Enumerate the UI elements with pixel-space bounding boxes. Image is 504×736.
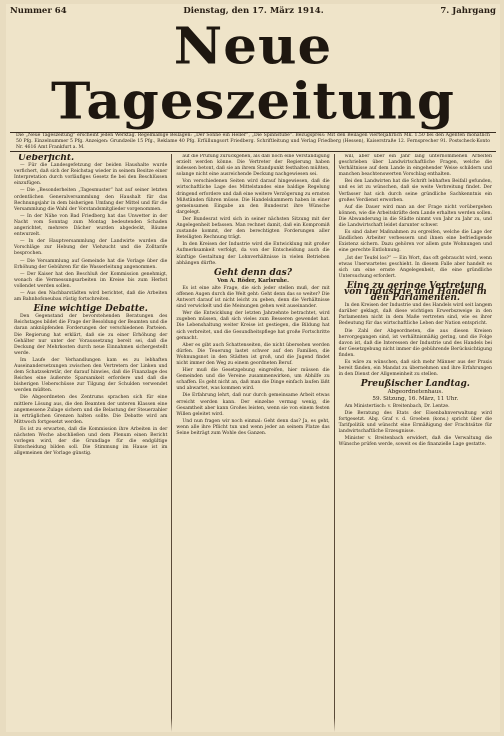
newspaper-page xyxy=(6,4,500,732)
article-columns xyxy=(10,154,496,732)
article-paragraph: Von verschiedenen Seiten wird darauf hingewiesen, daß die wirtschaftliche Lage des Mittelstandes eine baldige Regelung dringend erfordere und daß eine weitere Verzögerung zu ernsten Mißständen führen müsse. Die Handelskammern haben in einer gemeinsamen Eingabe an den Bundesrat ihre Wünsche dargelegt. xyxy=(176,179,330,215)
issue-date: Dienstag, den 17. März 1914. xyxy=(183,6,324,16)
article-heading: Ueberficht. xyxy=(18,154,75,163)
article-paragraph: Die Zahl der Abgeordneten, die aus diesen Kreisen hervorgegangen sind, ist verhältnismäßig gering, und die Folge davon ist, daß die Interessen der Industrie und des Handels bei der Gesetzgebung nicht immer die gebührende Berücksichtigung finden. xyxy=(338,328,492,358)
article-paragraph: Bei den Landwirten hat die Schrift lebhaften Beifall gefunden, und es ist zu wünschen, daß sie weite Verbreitung findet. Der Verfasser hat sich durch seine gründliche Sachkenntnis ein großes Verdienst erworben. xyxy=(338,179,492,203)
issue-number: Nummer 64 xyxy=(10,6,67,16)
article-paragraph: „Ist der Teufel los?“ — Ein Wort, das oft gebraucht wird, wenn etwas Unerwartetes geschieht. In diesem Falle aber handelt es sich um eine ernste Angelegenheit, die eine gründliche Untersuchung erfordert. xyxy=(338,255,492,279)
article-paragraph: Die Erfahrung lehrt, daß nur durch gemeinsame Arbeit etwas erreicht werden kann. Der einzelne vermag wenig, die Gesamtheit aber kann Großes leisten, wenn sie von einem festen Willen geleitet wird. xyxy=(176,393,330,417)
article-subheading: 59. Sitzung, 16. März, 11 Uhr. xyxy=(372,396,459,403)
article-paragraph: — Für die Landesgefetzung der beiden Haushalte wurde verfichert, daß sich der Reichstag wieder in seinem Besitze einer Interpretation durch vorläufiges Gesetz fie bei den Beschlüssen einzufügen. xyxy=(14,163,168,187)
article-paragraph: Auf die Dauer wird man an der Frage nicht vorübergehen können, wie die Arbeitskräfte dem Lande erhalten werden sollen. Die Abwanderung in die Städte nimmt von Jahr zu Jahr zu, und die Landwirtschaft leidet darunter schwer. xyxy=(338,204,492,229)
article-paragraph: Die Beratung des Etats der Eisenbahnverwaltung wird fortgesetzt. Abg. Graf v. d. Groeben (kons.) spricht über die Tarifpolitik und wünscht eine Ermäßigung der Frachtsätze für landwirtschaftliche Erzeugnisse. xyxy=(338,410,492,434)
article-heading: Eine zu geringe Vertretung von Industrie und Handel in den Parlamenten. xyxy=(343,280,487,304)
article-paragraph: Hier muß die Gesetzgebung eingreifen, hier müssen die Gemeinden und die Vereine zusammenwirken, um Abhilfe zu schaffen. Es geht nicht an, daß man die Dinge einfach laufen läßt und abwartet, was kommen wird. xyxy=(176,368,330,392)
article-paragraph: Der Bundesrat wird sich in seiner nächsten Sitzung mit der Angelegenheit befassen. Man rechnet damit, daß ein Kompromiß zustande kommt, der den berechtigten Forderungen aller Beteiligten Rechnung trägt. xyxy=(176,216,330,241)
article-paragraph: Es sind daher Maßnahmen zu ergreifen, welche die Lage der ländlichen Arbeiter verbessern und ihnen eine befriedigende Existenz sichern. Dazu gehören vor allem gute Wohnungen und eine gerechte Entlohnung. xyxy=(338,230,492,254)
article-paragraph: Es ist eine alte Frage, die sich jeder stellen muß, der mit offenen Augen durch die Welt geht: Geht denn das so weiter? Die Antwort darauf ist nicht leicht zu geben, denn die Verhältnisse sind verwickelt und die Meinungen gehen weit auseinander. xyxy=(176,285,330,310)
article-paragraph: In den Kreisen der Industrie wird die Entwicklung mit großer Aufmerksamkeit verfolgt, da von der Entscheidung auch die künftige Gestaltung der Lohnverhältnisse in vielen Betrieben abhängen dürfte. xyxy=(176,242,330,266)
article-paragraph: In den Kreisen der Industrie und des Handels wird seit langem darüber geklagt, daß diese wichtigen Erwerbszweige in den Parlamenten nicht in dem Maße vertreten sind, wie es ihrer Bedeutung für das wirtschaftliche Leben der Nation entspricht. xyxy=(338,303,492,327)
article-paragraph: Es ist zu erwarten, daß die Kommission ihre Arbeiten in der nächsten Woche abschließen und dem Plenum einen Bericht vorlegen wird, der die Grundlage für die endgültige Entscheidung bilden soll. Die Stimmung im Hause ist im allgemeinen der Vorlage günstig. xyxy=(14,426,168,457)
article-paragraph: Die Abgeordneten des Zentrums sprachen sich für eine mittlere Lösung aus, die den Beamten der unteren Klassen eine angemessene Zulage sichern und die Belastung der Steuerzahler in erträglichen Grenzen halten sollte. Die Debatte wird am Mittwoch fortgesetzt werden. xyxy=(14,395,168,425)
article-paragraph: — Aus den Nachbarstädten wird berichtet, daß die Arbeiten am Bahnhofsneubau rüstig fortschreiten. xyxy=(14,290,168,303)
page-bottom-fade xyxy=(6,718,500,732)
article-paragraph: — Der Kaiser hat den Beschluß der Kommission genehmigt, wonach die Vermessungsarbeiten im Kreise bis zum Herbst vollendet werden sollen. xyxy=(14,271,168,289)
article-heading: Eine wichtige Debatte. xyxy=(33,304,148,315)
article-paragraph: Und nun fragen wir noch einmal: Geht denn das? Ja, es geht, wenn alle ihre Pflicht tun und wenn jeder an seinem Platze das Seine beiträgt zum Wohle des Ganzen. xyxy=(176,418,330,437)
subscription-info: Die „Neue Tageszeitung“ erscheint jeden Werktag. Regelmäßige Beilagen: „Der Sonne ein Heller“, „Die Spinnstube“. Bezugspreis: Mit den Beilagen vierteljährlich Mk. 1.50 bei den Agenten monatlich 50 Pfg. Einzelnummer 5 Pfg. Anzeigen: Grundzeile 15 Pfg., Reklame 40 Pfg. Erfüllungsort Friedberg. Schriftleitung und Verlag Friedberg (Hessen), Kaiserstraße 12. Fernsprecher 91. Postscheck-Konto Nr. 4616 Amt Frankfurt a. M. xyxy=(10,132,496,152)
article-paragraph: Es wäre zu wünschen, daß sich mehr Männer aus der Praxis bereit fänden, ein Mandat zu übernehmen und ihre Erfahrungen in den Dienst der Allgemeinheit zu stellen. xyxy=(338,360,492,378)
column-1 xyxy=(10,154,172,732)
column-3 xyxy=(335,154,496,732)
header-line xyxy=(6,4,500,16)
article-heading: Geht denn das? xyxy=(214,267,292,278)
column-2 xyxy=(172,154,334,732)
article-subheading: Abgeordnetenhaus. xyxy=(387,389,444,396)
article-paragraph: will, aber über ein Jahr lang unternommenen Arbeiten geschrieben über Landwirtschaftliche Fragen, welche die Verhältnisse auf dem Lande in eingehender Weise schildern und manchen beachtenswerten Vorschlag enthalten. xyxy=(338,154,492,178)
article-paragraph: Wer die Entwicklung der letzten Jahrzehnte betrachtet, wird zugeben müssen, daß sich vieles zum Besseren gewendet hat. Die Lebenshaltung weiter Kreise ist gestiegen, die Bildung hat sich verbreitet, und die Gesundheitspflege hat große Fortschritte gemacht. xyxy=(176,311,330,341)
article-paragraph: — In der Hauptversammlung der Landwirte wurden die Vorschläge zur Hebung der Viehzucht und die Zolltarife besprochen. xyxy=(14,239,168,257)
article-heading: Preußischer Landtag. xyxy=(360,379,470,390)
article-paragraph: Am Ministertisch: v. Breitenbach, Dr. Lentze. xyxy=(344,403,450,409)
article-paragraph: Minister v. Breitenbach erwidert, daß die Verwaltung die Wünsche prüfen werde, soweit es die finanzielle Lage gestatte. xyxy=(338,436,492,448)
article-paragraph: — In der Nähe von Bad Friedberg hat das Unwetter in der Nacht vom Sonntag zum Montag bedeutenden Schaden angerichtet, mehrere Dächer wurden abgedeckt, Bäume entwurzelt. xyxy=(14,213,168,238)
article-paragraph: auf die Prüfung zurückgehen, als daß noch eine Verständigung erzielt werden könne. Die Vertreter der Regierung haben indessen betont, daß sie an ihrem Standpunkt festhalten müßten, solange nicht eine ausreichende Deckung nachgewiesen sei. xyxy=(176,154,330,178)
article-paragraph: Aber es gibt auch Schattenseiten, die nicht übersehen werden dürfen. Die Teuerung lastet schwer auf den Familien, die Wohnungsnot in den Städten ist groß, und die Jugend findet nicht immer den Weg zu einem geordneten Beruf. xyxy=(176,342,330,366)
volume-year: 7. Jahrgang xyxy=(440,6,496,16)
article-author: Von A. Röder, Karlsruhe. xyxy=(217,277,289,284)
article-paragraph: — Die „Besonderheiten „Tagesmuster“ hat auf seiner letzten ordentlichen Generalversammlung den Haushalt für das Rechnungsjahr in dem bisherigen Umfang der Mittel und für die Versammlung die Wahl der Vorstandsmitglieder vorgenommen. xyxy=(14,188,168,212)
article-paragraph: Im Laufe der Verhandlungen kam es zu lebhaften Auseinandersetzungen zwischen den Vertretern der Linken und dem Schatzsekretär, der darauf hinwies, daß die Finanzlage des Reiches eine äußerste Sparsamkeit erfordere und daß die bisherigen Ueberschüsse zur Tilgung der Schulden verwendet werden müßten. xyxy=(14,357,168,394)
article-paragraph: — Die Versammlung auf Gemeinde hat die Vorlage über die Erhöhung der Gebühren für die Wasserleitung angenommen. xyxy=(14,258,168,270)
article-paragraph: Den Gegenstand der bevorstehenden Beratungen des Reichstages bildet die Frage der Besoldung der Beamten und die daran anknüpfenden Forderungen der verschiedenen Parteien. Die Regierung hat erklärt, daß sie zu einer Erhöhung der Gehälter nur unter der Voraussetzung bereit sei, daß die Deckung der Mehrkosten durch neue Einnahmen sichergestellt werde. xyxy=(14,314,168,356)
masthead-title: Neue Tageszeitung xyxy=(51,17,455,131)
